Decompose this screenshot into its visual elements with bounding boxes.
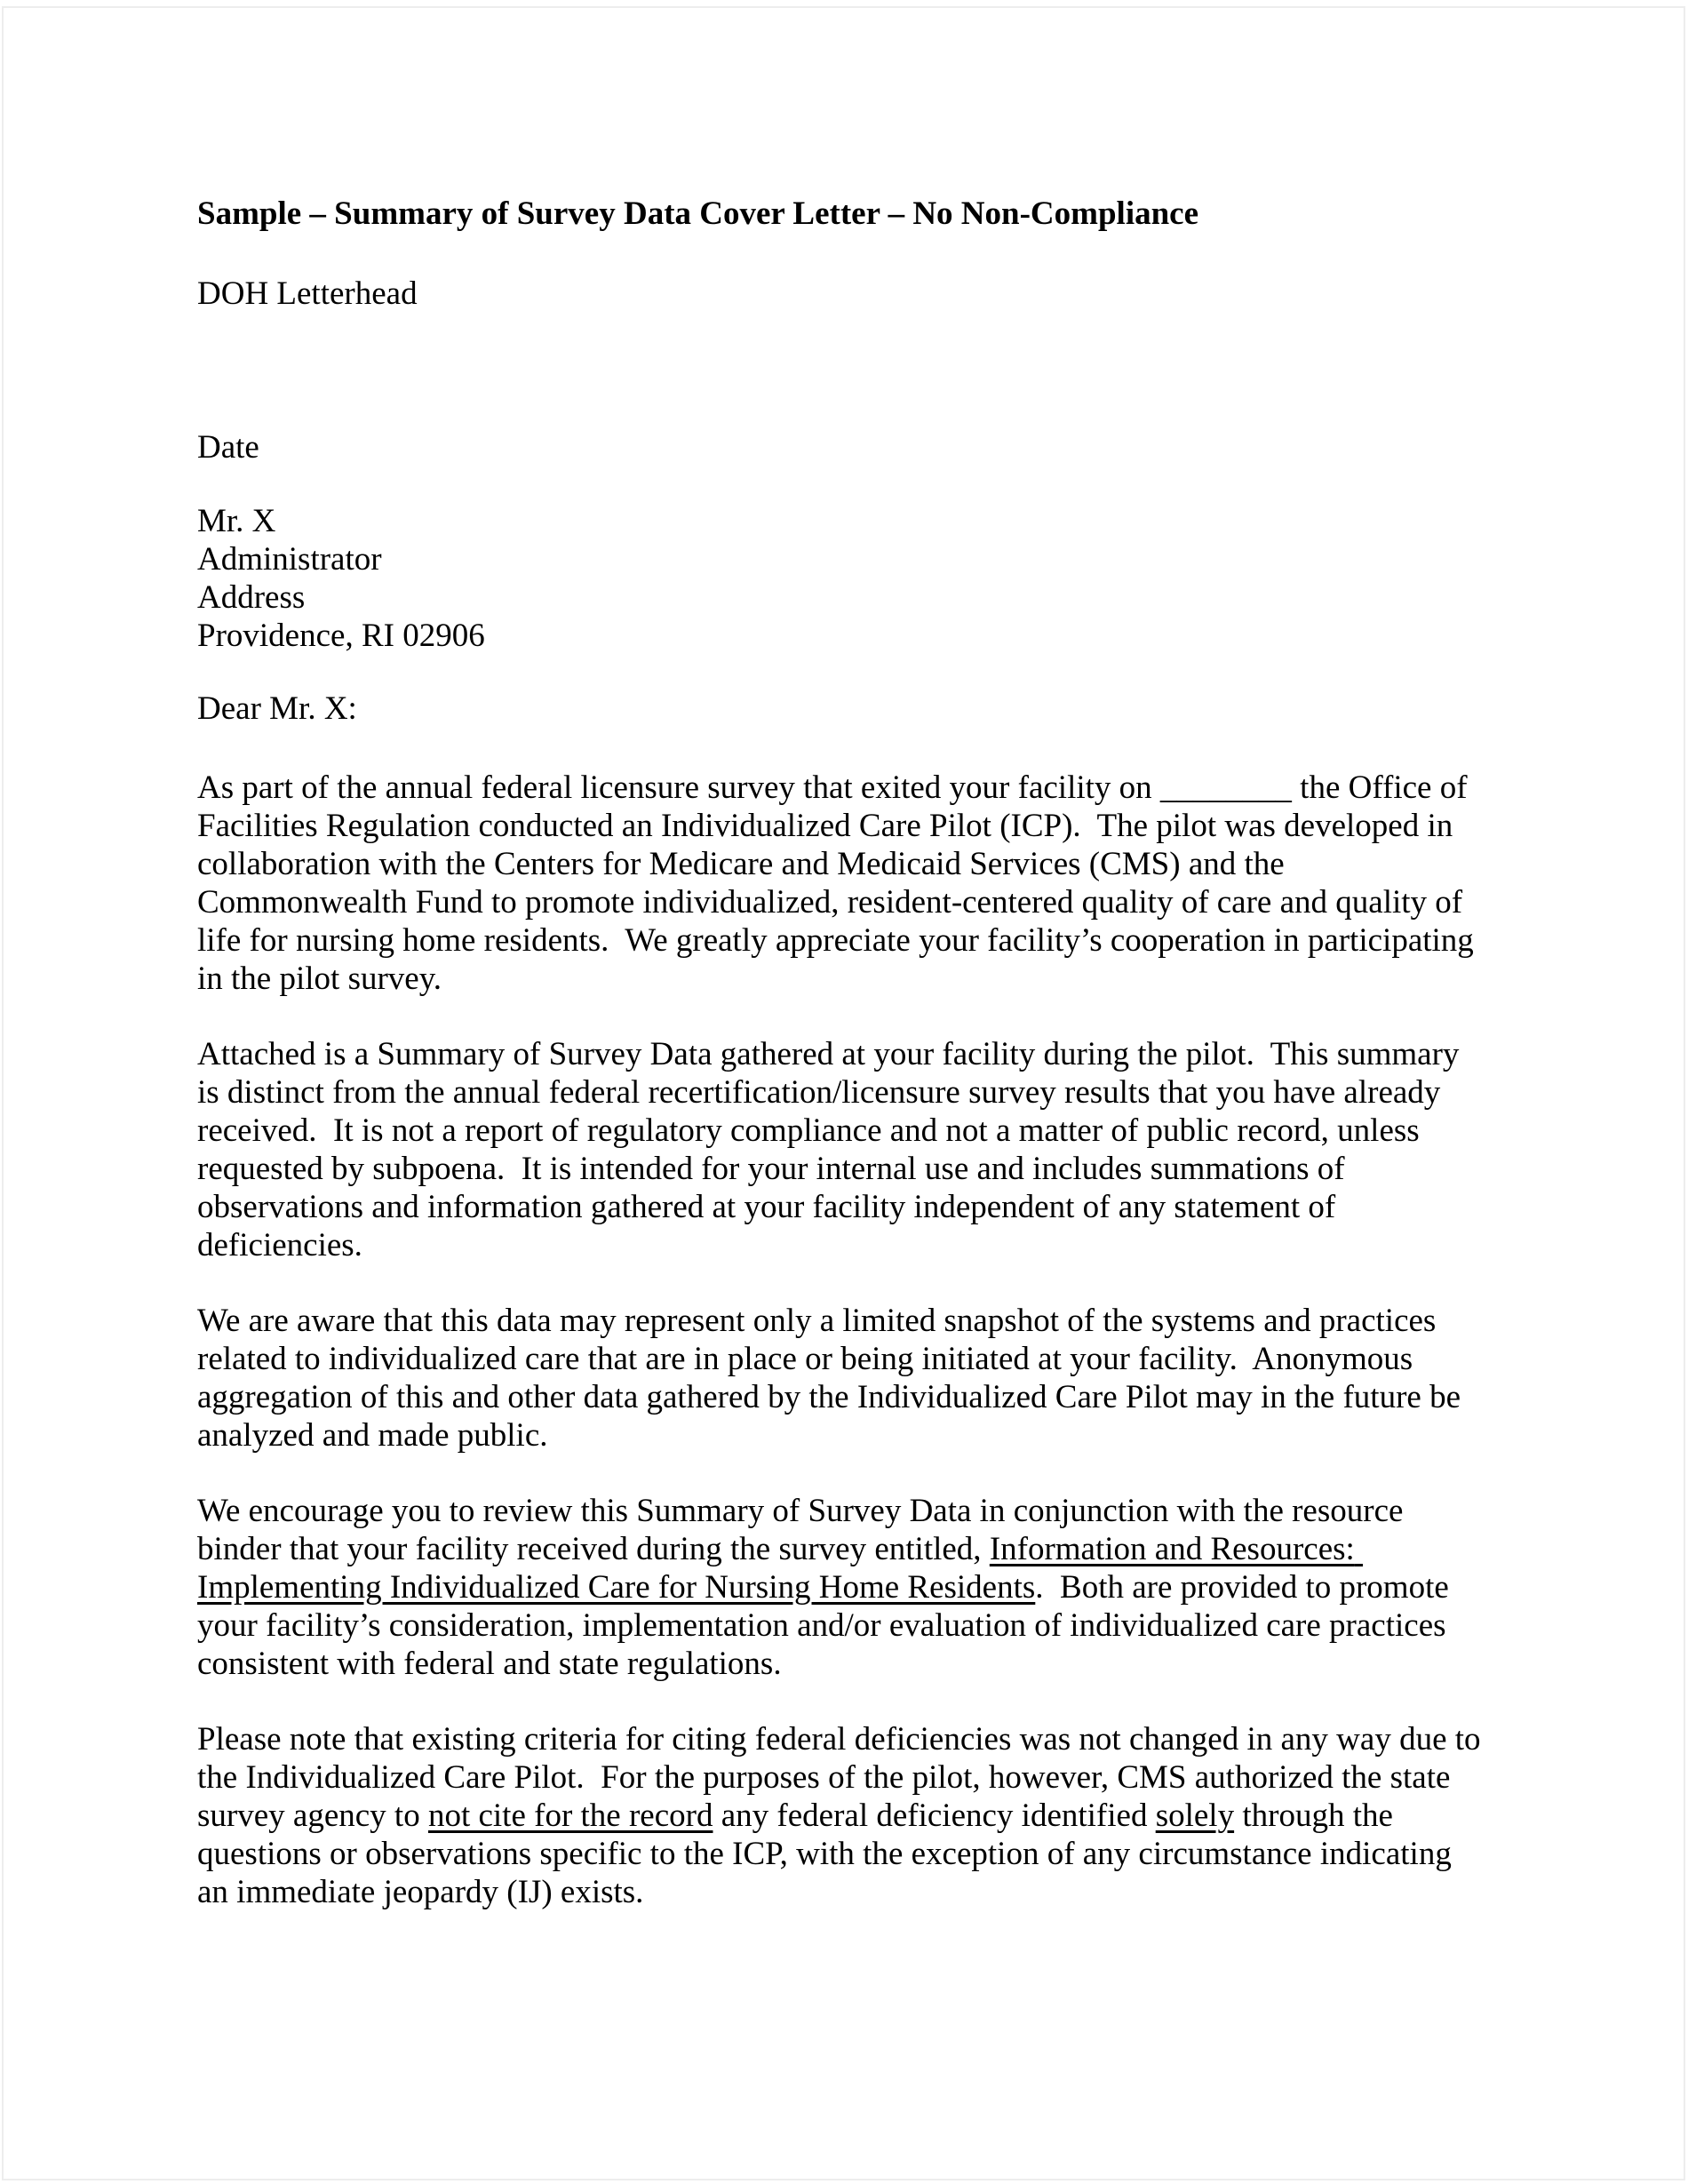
body-paragraph-2 — [197, 1035, 1485, 1264]
body-paragraph-5 — [197, 1720, 1489, 1911]
recipient-line: Mr. X — [197, 503, 276, 539]
text-segment: any federal deficiency identified — [713, 1797, 1156, 1834]
text-segment: Attached is a Summary of Survey Data gathered at your facility during the pilot. This summary is distinct from the annual federal recertification/licensure survey results that you have already received. It is not a report of regulatory compliance and not a matter of public record, unless requested by subpoena. It is intended for your internal use and includes summations of observations and information gathered at your facility independent of any statement of deficiencies. — [197, 1036, 1468, 1263]
text-segment: We are aware that this data may represent only a limited snapshot of the systems and practices related to individualized care that are in place or being initiated at your facility. Anonymous aggregation of this and other data gathered by the Individualized Care Pilot may in the future be analyzed and made public. — [197, 1303, 1469, 1454]
text-segment: . Both are provided to promote your facility’s consideration, implementation and/or evaluation of individualized care practices consistent with federal and state regulations. — [197, 1569, 1458, 1682]
underlined-phrase: solely — [1155, 1797, 1235, 1834]
body-paragraph-4 — [197, 1492, 1485, 1683]
body-paragraph-3 — [197, 1302, 1485, 1455]
underlined-phrase: Information and Resources: Implementing Individualized Care for Nursing Home Residents — [197, 1531, 1364, 1606]
underlined-phrase: not cite for the record — [427, 1797, 713, 1834]
recipient-line: Administrator — [197, 541, 382, 578]
letterhead-placeholder: DOH Letterhead — [197, 275, 418, 312]
letter-title: Sample – Summary of Survey Data Cover Letter – No Non-Compliance — [197, 195, 1199, 232]
body-paragraph-1 — [197, 769, 1485, 998]
recipient-block — [197, 502, 1485, 655]
date-line: Date — [197, 429, 259, 466]
salutation: Dear Mr. X: — [197, 690, 357, 727]
fill-in-blank: ________ — [1159, 769, 1292, 806]
text-segment: the Office of Facilities Regulation conducted an Individualized Care Pilot (ICP). The pilot was developed in collaboration with the Centers for Medicare and Medicaid Services (CMS) and the Commonwealth Fund to promote individualized, resident-centered quality of care and quality of life for nursing home residents. We greatly appreciate your facility’s cooperation in participating in the pilot survey. — [197, 769, 1483, 997]
text-segment: As part of the annual federal licensure survey that exited your facility on — [197, 769, 1160, 806]
recipient-line: Providence, RI 02906 — [197, 618, 485, 654]
letter-body — [197, 769, 1489, 1911]
text-segment: Please note that existing criteria for citing federal deficiencies was not changed in any way due to the Individualized Care Pilot. For the purposes of the pilot, however, CMS authorized the state survey agency to — [197, 1721, 1489, 1834]
text-segment: through the questions or observations specific to the ICP, with the exception of any circumstance indicating an immediate jeopardy (IJ) exists. — [197, 1797, 1461, 1910]
recipient-line: Address — [197, 579, 306, 616]
text-segment: We encourage you to review this Summary of Survey Data in conjunction with the resource binder that your facility received during the survey entitled, — [197, 1493, 1412, 1567]
